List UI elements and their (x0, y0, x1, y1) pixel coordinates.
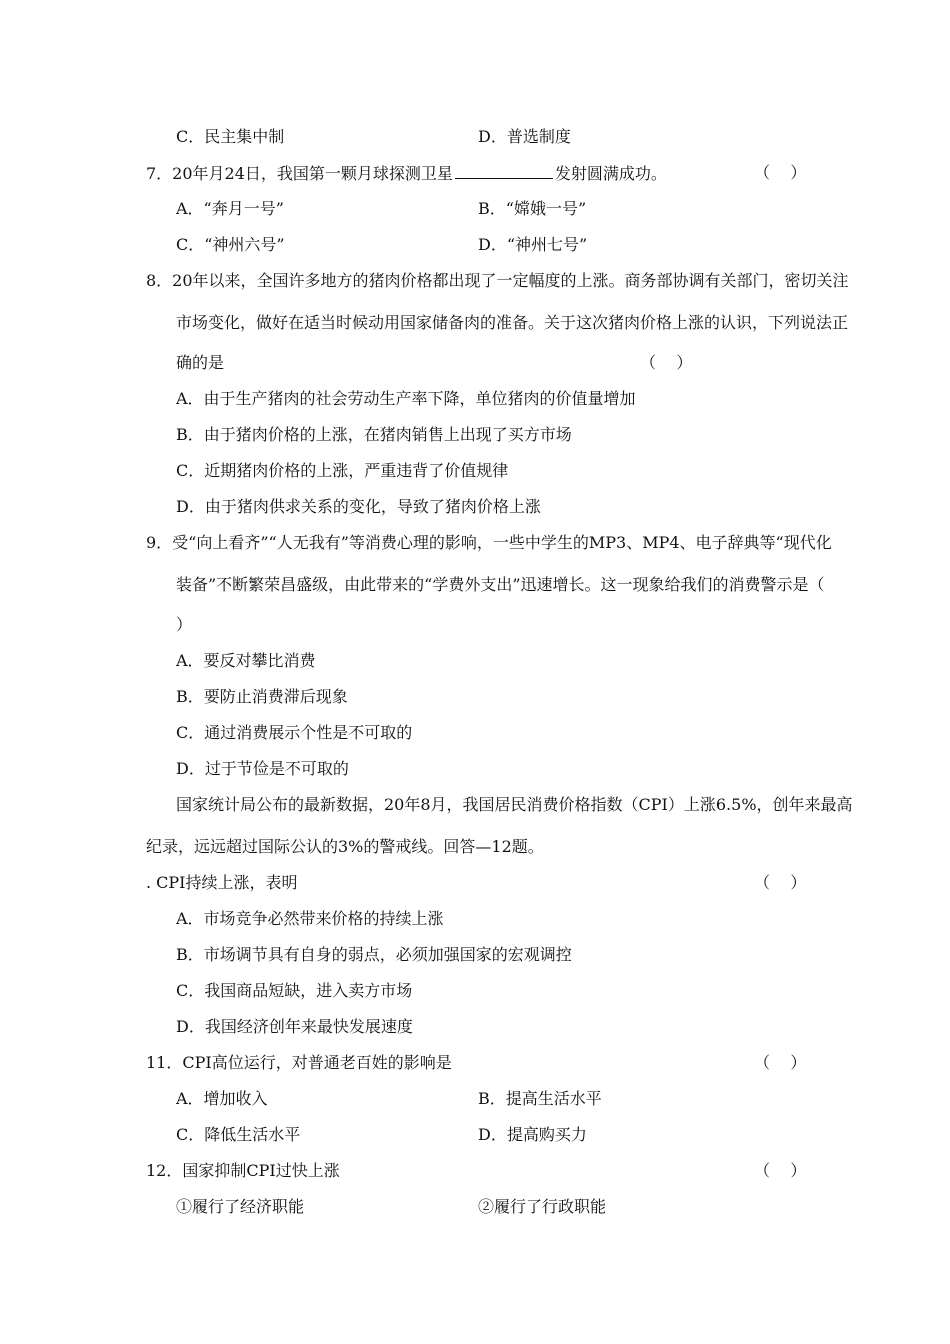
passage-line2: 纪录，远远超过国际公认的3%的警戒线。回答—12题。 (146, 837, 544, 856)
q11-option-c: C．降低生活水平 (176, 1125, 301, 1144)
q7-answer-blank (455, 163, 553, 179)
q11-option-a: A．增加收入 (176, 1089, 268, 1108)
q8-option-a: A．由于生产猪肉的社会劳动生产率下降，单位猪肉的价值量增加 (176, 389, 636, 408)
q8-option-c: C．近期猪肉价格的上涨，严重违背了价值规律 (176, 461, 509, 480)
passage-line1: 国家统计局公布的最新数据，20年8月，我国居民消费价格指数（CPI）上涨6.5%，创年来最高 (176, 795, 853, 814)
q12-option-2: ②履行了行政职能 (478, 1197, 607, 1216)
q9-option-d: D．过于节俭是不可取的 (176, 759, 349, 778)
q9-option-c: C．通过消费展示个性是不可取的 (176, 723, 413, 742)
q10-answer-paren: （ ） (754, 873, 807, 892)
q12-stem: 12．国家抑制CPI过快上涨 (146, 1161, 340, 1180)
q7-option-d: D．“神州七号” (478, 235, 588, 254)
q11-option-b: B．提高生活水平 (478, 1089, 602, 1108)
q10-option-a: A．市场竞争必然带来价格的持续上涨 (176, 909, 444, 928)
q9-option-a: A．要反对攀比消费 (176, 651, 316, 670)
q8-option-b: B．由于猪肉价格的上涨，在猪肉销售上出现了买方市场 (176, 425, 572, 444)
q10-option-d: D．我国经济创年来最快发展速度 (176, 1017, 413, 1036)
q11-stem: 11．CPI高位运行，对普通老百姓的影响是 (146, 1053, 452, 1072)
q8-option-d: D．由于猪肉供求关系的变化，导致了猪肉价格上涨 (176, 497, 541, 516)
q6-option-c: C．民主集中制 (176, 127, 285, 146)
q7-stem-after: 发射圆满成功。 (554, 164, 667, 183)
q9-stem-line1: 9．受“向上看齐”“人无我有”等消费心理的影响，一些中学生的MP3、MP4、电子辞典等“现代化 (146, 533, 832, 552)
q8-stem-line1: 8．20年以来，全国许多地方的猪肉价格都出现了一定幅度的上涨。商务部协调有关部门，密切关注 (146, 271, 849, 290)
q11-answer-paren: （ ） (754, 1053, 807, 1072)
q7-answer-paren: （ ） (754, 163, 807, 182)
q8-answer-paren: （ ） (640, 353, 693, 372)
q7-stem-before: 7．20年月24日，我国第一颗月球探测卫星 (146, 164, 453, 183)
q12-answer-paren: （ ） (754, 1161, 807, 1180)
q6-option-d: D．普选制度 (478, 127, 571, 146)
q10-option-b: B．市场调节具有自身的弱点，必须加强国家的宏观调控 (176, 945, 572, 964)
q9-stem-line3: ） (176, 615, 193, 634)
q7-option-a: A．“奔月一号” (176, 199, 284, 218)
q7-option-c: C．“神州六号” (176, 235, 285, 254)
q9-option-b: B．要防止消费滞后现象 (176, 687, 348, 706)
q7-option-b: B．“嫦娥一号” (478, 199, 587, 218)
q8-stem-line2: 市场变化，做好在适当时候动用国家储备肉的准备。关于这次猪肉价格上涨的认识，下列说法正 (176, 313, 849, 332)
q10-option-c: C．我国商品短缺，进入卖方市场 (176, 981, 413, 1000)
q12-option-1: ①履行了经济职能 (176, 1197, 305, 1216)
q8-stem-line3: 确的是 (176, 353, 225, 372)
q10-stem: . CPI持续上涨，表明 (146, 873, 298, 892)
q7-stem (146, 163, 667, 184)
q11-option-d: D．提高购买力 (478, 1125, 587, 1144)
q9-stem-line2: 装备”不断繁荣昌盛级，由此带来的“学费外支出”迅速增长。这一现象给我们的消费警示是（ (176, 575, 825, 594)
